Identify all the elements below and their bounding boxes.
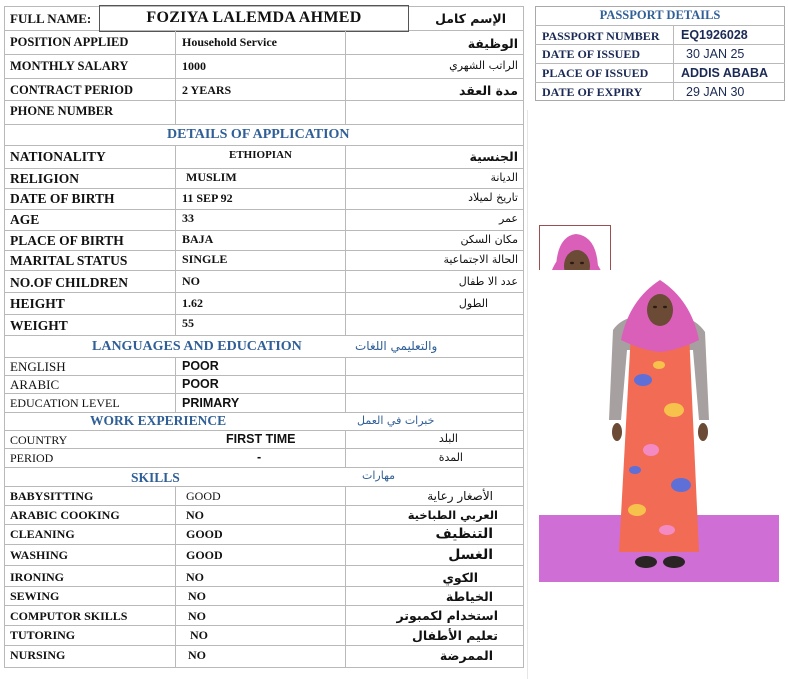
- issue-place-value: ADDIS ABABA: [681, 66, 769, 80]
- nursing-label: NURSING: [10, 648, 66, 662]
- computer-arabic: استخدام لكمبوتر: [396, 608, 498, 623]
- nursing-arabic: الممرضة: [439, 648, 493, 663]
- marital-arabic: الحالة الاجتماعية: [443, 253, 518, 266]
- height-label: HEIGHT: [10, 296, 65, 311]
- contract-label: CONTRACT PERIOD: [10, 83, 134, 97]
- expiry-date-value: 29 JAN 30: [686, 85, 745, 99]
- nationality-arabic: الجنسية: [469, 149, 518, 164]
- arabic-value: POOR: [182, 377, 219, 391]
- english-value: POOR: [182, 359, 219, 373]
- work-title-arabic: خبرات في العمل: [357, 414, 435, 427]
- cleaning-label: CLEANING: [10, 527, 75, 541]
- washing-value: GOOD: [186, 548, 223, 562]
- computer-value: NO: [188, 609, 206, 623]
- cleaning-arabic: التنظيف: [435, 526, 493, 542]
- washing-label: WASHING: [10, 548, 69, 562]
- nationality-value: ETHIOPIAN: [229, 149, 292, 161]
- sewing-arabic: الخياطة: [445, 589, 493, 604]
- position-value: Household Service: [182, 35, 277, 49]
- pob-label: PLACE OF BIRTH: [10, 233, 124, 248]
- religion-arabic: الديانة: [490, 171, 518, 184]
- cooking-value: NO: [186, 508, 204, 522]
- height-arabic: الطول: [458, 297, 488, 310]
- children-value: NO: [182, 274, 200, 288]
- contract-value: 2 YEARS: [182, 83, 232, 97]
- dob-value: 11 SEP 92: [182, 191, 233, 205]
- passport-number-label: PASSPORT NUMBER: [542, 29, 660, 43]
- babysitting-value: GOOD: [186, 489, 221, 503]
- expiry-date-label: DATE OF EXPIRY: [542, 85, 643, 99]
- english-label: ENGLISH: [10, 359, 66, 374]
- phone-label: PHONE NUMBER: [10, 104, 114, 118]
- babysitting-label: BABYSITTING: [10, 489, 94, 503]
- ironing-value: NO: [186, 570, 204, 584]
- issue-place-label: PLACE OF ISSUED: [542, 66, 649, 80]
- education-value: PRIMARY: [182, 396, 240, 410]
- nationality-label: NATIONALITY: [10, 149, 106, 164]
- children-arabic: عدد الا طفال: [458, 275, 518, 288]
- education-label: EDUCATION LEVEL: [10, 396, 120, 410]
- issue-date-value: 30 JAN 25: [686, 47, 745, 61]
- pob-arabic: مكان السكن: [460, 233, 518, 246]
- religion-label: RELIGION: [10, 171, 80, 186]
- ironing-arabic: الكوي: [442, 570, 478, 585]
- pob-value: BAJA: [182, 232, 214, 246]
- full-name-value: FOZIYA LALEMDA AHMED: [146, 9, 362, 26]
- period-value: -: [257, 450, 262, 464]
- period-label: PERIOD: [10, 451, 54, 465]
- languages-title-arabic: والتعليمي اللغات: [355, 339, 438, 353]
- country-value: FIRST TIME: [226, 432, 296, 446]
- position-label: POSITION APPLIED: [10, 35, 129, 49]
- height-value: 1.62: [182, 296, 203, 310]
- skills-title-arabic: مهارات: [362, 469, 396, 482]
- skills-title: SKILLS: [131, 470, 180, 485]
- tutoring-value: NO: [190, 628, 208, 642]
- children-label: NO.OF CHILDREN: [10, 275, 129, 290]
- arabic-label: ARABIC: [10, 377, 60, 392]
- issue-date-label: DATE OF ISSUED: [542, 47, 641, 61]
- work-title: WORK EXPERIENCE: [90, 413, 227, 428]
- full-name-arabic: الإسم كامل: [435, 11, 506, 26]
- ironing-label: IRONING: [10, 570, 65, 584]
- weight-value: 55: [182, 316, 194, 330]
- marital-value: SINGLE: [182, 252, 228, 266]
- application-title: DETAILS OF APPLICATION: [167, 127, 350, 142]
- tutoring-label: TUTORING: [10, 628, 76, 642]
- country-arabic: البلد: [438, 432, 458, 445]
- religion-value: MUSLIM: [186, 170, 237, 184]
- sewing-label: SEWING: [10, 589, 60, 603]
- position-arabic: الوظيفة: [467, 36, 518, 51]
- nursing-value: NO: [188, 648, 206, 662]
- weight-label: WEIGHT: [10, 318, 68, 333]
- cooking-arabic: العربي الطباخية: [407, 508, 498, 522]
- age-label: AGE: [10, 212, 40, 227]
- passport-title: PASSPORT DETAILS: [599, 8, 721, 22]
- contract-arabic: مدة العقد: [459, 83, 518, 98]
- age-arabic: عمر: [499, 212, 518, 225]
- salary-arabic: الراتب الشهري: [449, 59, 518, 72]
- period-arabic: المدة: [438, 451, 463, 464]
- salary-value: 1000: [182, 59, 206, 73]
- tutoring-arabic: تعليم الأطفال: [411, 628, 498, 643]
- passport-number-value: EQ1926028: [681, 28, 748, 42]
- dob-label: DATE OF BIRTH: [10, 191, 115, 206]
- babysitting-arabic: الأصغار رعاية: [427, 489, 493, 503]
- full-body-photo: [539, 270, 779, 582]
- age-value: 33: [182, 211, 194, 225]
- marital-label: MARITAL STATUS: [10, 253, 128, 268]
- languages-title: LANGUAGES AND EDUCATION: [92, 339, 302, 354]
- full-name-label: FULL NAME:: [10, 11, 92, 26]
- cooking-label: ARABIC COOKING: [10, 508, 120, 522]
- computer-label: COMPUTOR SKILLS: [10, 609, 128, 623]
- country-label: COUNTRY: [10, 433, 68, 447]
- sewing-value: NO: [188, 589, 206, 603]
- cleaning-value: GOOD: [186, 527, 223, 541]
- dob-arabic: تاريخ لميلاد: [468, 191, 518, 204]
- washing-arabic: الغسل: [448, 547, 493, 563]
- salary-label: MONTHLY SALARY: [10, 59, 129, 73]
